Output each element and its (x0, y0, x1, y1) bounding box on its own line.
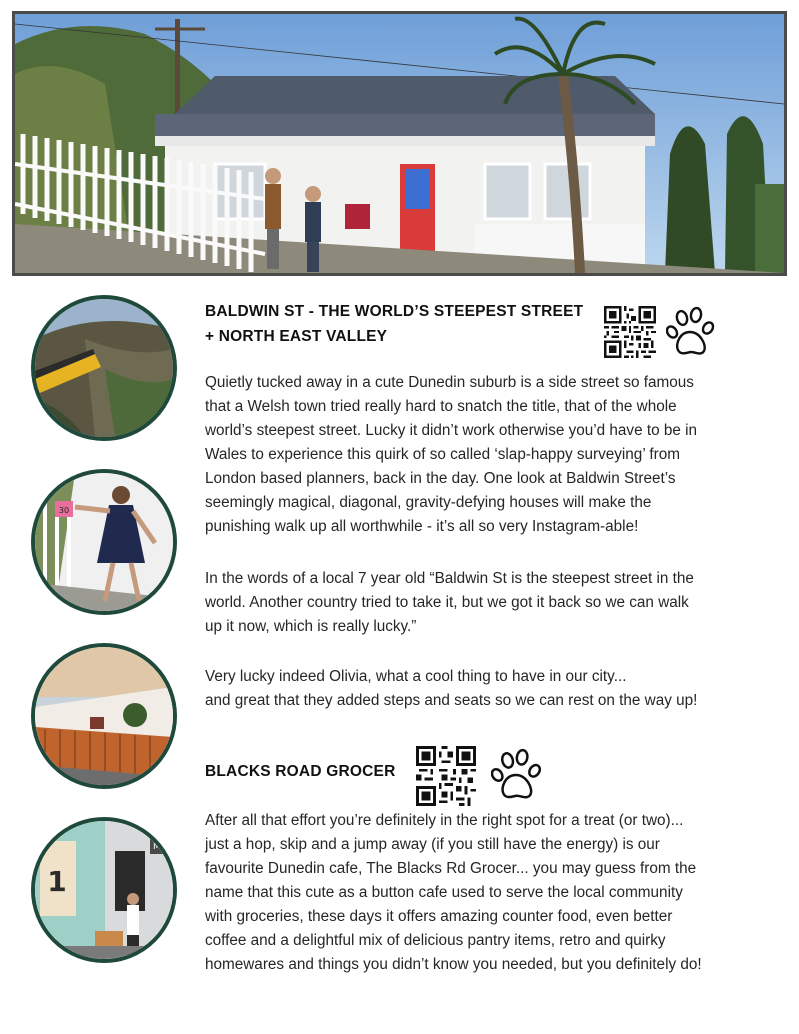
photo-steep-street-houses (31, 643, 177, 789)
text-line: just a hop, skip and a jump away (if you still have the energy) is our (205, 836, 660, 853)
svg-text:1: 1 (47, 865, 67, 898)
hero-photo-baldwin-street-house (12, 11, 787, 276)
text-line: that a Welsh town tried really hard to snatch the title, that of the whole (205, 398, 677, 415)
text-line: favourite Dunedin cafe, The Blacks Rd Grocer... you may guess from the (205, 860, 697, 877)
paragraph-baldwin-intro (205, 371, 780, 539)
heading-text: BLACKS ROAD GROCER (205, 763, 396, 780)
section-heading-baldwin-st (205, 299, 583, 349)
text-line: with groceries, these days it offers amazing counter food, even better (205, 908, 673, 925)
text-line: London based planners, back in the day. One look at Baldwin Street’s (205, 470, 676, 487)
text-line: Very lucky indeed Olivia, what a cool thing to have in our city... (205, 668, 627, 685)
qr-code-icon[interactable] (416, 746, 476, 806)
text-line: and great that they added steps and seats so we can rest on the way up! (205, 692, 698, 709)
text-line: In the words of a local 7 year old “Baldwin St is the steepest street in the (205, 570, 694, 587)
paragraph-blacks-road-grocer (205, 809, 780, 977)
photo-girl-on-baldwin-street (31, 469, 177, 615)
qr-code-icon[interactable] (604, 306, 656, 358)
text-line: coffee and a delightful mix of delicious pantry items, retro and quirky (205, 932, 666, 949)
text-line: world’s steepest street. Lucky it didn’t work otherwise you’d have to be in (205, 422, 698, 439)
text-line: Wales to experience this quirk of so called ‘slap-happy surveying’ from (205, 446, 680, 463)
paragraph-local-quote (205, 567, 780, 639)
text-line: After all that effort you’re definitely in the right spot for a treat (or two)... (205, 812, 684, 829)
text-line: seemingly magical, diagonal, gravity-defying houses will make the (205, 494, 652, 511)
paw-print-icon (491, 748, 547, 809)
text-line: world. Another country tried to take it, but we got it back so we can walk (205, 594, 689, 611)
section-heading-blacks-road-grocer (205, 759, 395, 784)
photo-blacks-road-grocer-cafe (31, 817, 177, 963)
text-line: homewares and things you didn’t know you needed, but you definitely do! (205, 956, 702, 973)
photo-train-gorge (31, 295, 177, 441)
cafe-sign-text: MB (153, 842, 167, 852)
paw-print-icon (666, 306, 720, 365)
text-line: name that this cute as a button cafe used to serve the local community (205, 884, 683, 901)
text-line: up it now, which is really lucky.” (205, 618, 417, 635)
paragraph-lucky-olivia (205, 665, 780, 713)
text-line: punishing walk up all worthwhile - it’s all so very Instagram-able! (205, 518, 639, 535)
heading-line-2: + NORTH EAST VALLEY (205, 328, 388, 345)
heading-line-1: BALDWIN ST - THE WORLD’S STEEPEST STREET (205, 303, 584, 320)
text-line: Quietly tucked away in a cute Dunedin suburb is a side street so famous (205, 374, 694, 391)
mailbox-number: 30 (58, 506, 70, 515)
